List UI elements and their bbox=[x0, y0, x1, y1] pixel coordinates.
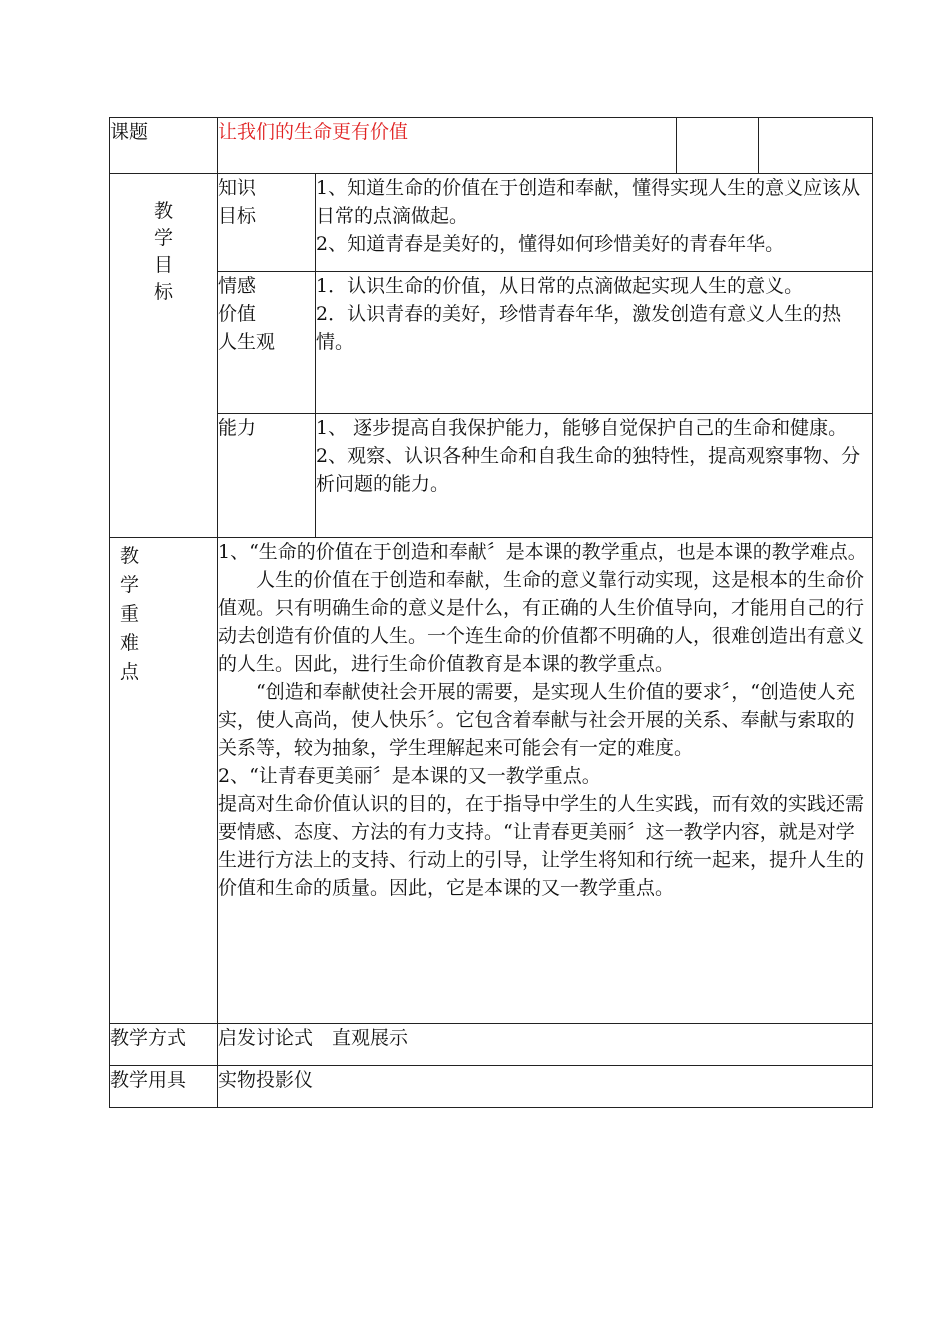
key-points-content bbox=[218, 538, 873, 1024]
ability-row bbox=[110, 414, 873, 538]
lesson-plan-table bbox=[109, 117, 873, 1108]
emotion-row bbox=[110, 272, 873, 414]
emotion-content bbox=[316, 272, 873, 414]
key-point-paragraph: 人生的价值在于创造和奉献，生命的意义靠行动实现，这是根本的生命价值观。只有明确生命的意义是什么，有正确的人生价值导向，才能用自己的行动去创造有价值的人生。一个连生命的价值都不明确的人，很难创造出有意义的人生。因此，进行生命价值教育是本课的教学重点。 bbox=[218, 569, 865, 675]
key-points-label bbox=[110, 538, 218, 1024]
key-points-label-char: 教 bbox=[120, 545, 140, 567]
tools-value: 实物投影仪 bbox=[218, 1066, 873, 1108]
emotion-label-line: 价值 bbox=[218, 303, 257, 325]
topic-label: 课题 bbox=[110, 118, 218, 174]
emotion-item: 1．认识生命的价值，从日常的点滴做起实现人生的意义。 bbox=[316, 275, 804, 297]
tools-row bbox=[110, 1066, 873, 1108]
emotion-label bbox=[218, 272, 316, 414]
method-value: 启发讨论式 直观展示 bbox=[218, 1024, 873, 1066]
key-points-row bbox=[110, 538, 873, 1024]
key-points-label-char: 学 bbox=[120, 574, 140, 596]
method-label: 教学方式 bbox=[110, 1024, 218, 1066]
lesson-title: 让我们的生命更有价值 bbox=[218, 118, 677, 174]
empty-cell-1 bbox=[677, 118, 759, 174]
key-points-label-char: 点 bbox=[120, 661, 140, 683]
objectives-label-char: 学 bbox=[153, 227, 173, 249]
objectives-label bbox=[110, 174, 218, 538]
key-point-paragraph: 2、“让青春更美丽〞是本课的又一教学重点。 bbox=[218, 765, 601, 787]
key-points-label-char: 重 bbox=[120, 603, 140, 625]
emotion-label-line: 情感 bbox=[218, 275, 257, 297]
key-points-label-char: 难 bbox=[120, 632, 140, 654]
knowledge-row bbox=[110, 174, 873, 272]
key-point-paragraph: 1、“生命的价值在于创造和奉献〞是本课的教学重点，也是本课的教学难点。 bbox=[218, 541, 867, 563]
ability-label: 能力 bbox=[218, 414, 316, 538]
method-row bbox=[110, 1024, 873, 1066]
knowledge-label bbox=[218, 174, 316, 272]
knowledge-item: 1、知道生命的价值在于创造和奉献，懂得实现人生的意义应该从日常的点滴做起。 bbox=[316, 177, 861, 227]
emotion-item: 2．认识青春的美好，珍惜青春年华，激发创造有意义人生的热情。 bbox=[316, 303, 842, 353]
key-point-paragraph: “创造和奉献使社会开展的需要，是实现人生价值的要求〞，“创造使人充实，使人高尚，使人快乐〞。它包含着奉献与社会开展的关系、奉献与索取的关系等，较为抽象，学生理解起来可能会有一定的难度。 bbox=[218, 681, 855, 759]
emotion-label-line: 人生观 bbox=[218, 331, 276, 353]
tools-label: 教学用具 bbox=[110, 1066, 218, 1108]
objectives-label-char: 教 bbox=[153, 200, 173, 222]
key-point-paragraph: 提高对生命价值认识的目的，在于指导中学生的人生实践，而有效的实践还需要情感、态度、方法的有力支持。“让青春更美丽〞这一教学内容，就是对学生进行方法上的支持、行动上的引导，让学生将知和行统一起来，提升人生的价值和生命的质量。因此，它是本课的又一教学重点。 bbox=[218, 793, 865, 899]
ability-item: 1、 逐步提高自我保护能力，能够自觉保护自己的生命和健康。 bbox=[316, 417, 848, 439]
knowledge-label-line: 知识 bbox=[218, 177, 257, 199]
ability-content bbox=[316, 414, 873, 538]
objectives-label-char: 目 bbox=[153, 254, 173, 276]
knowledge-item: 2、知道青春是美好的，懂得如何珍惜美好的青春年华。 bbox=[316, 233, 785, 255]
knowledge-label-line: 目标 bbox=[218, 205, 257, 227]
ability-item: 2、观察、认识各种生命和自我生命的独特性，提高观察事物、分析问题的能力。 bbox=[316, 445, 861, 495]
title-row bbox=[110, 118, 873, 174]
objectives-label-char: 标 bbox=[153, 281, 173, 303]
knowledge-content bbox=[316, 174, 873, 272]
empty-cell-2 bbox=[759, 118, 873, 174]
